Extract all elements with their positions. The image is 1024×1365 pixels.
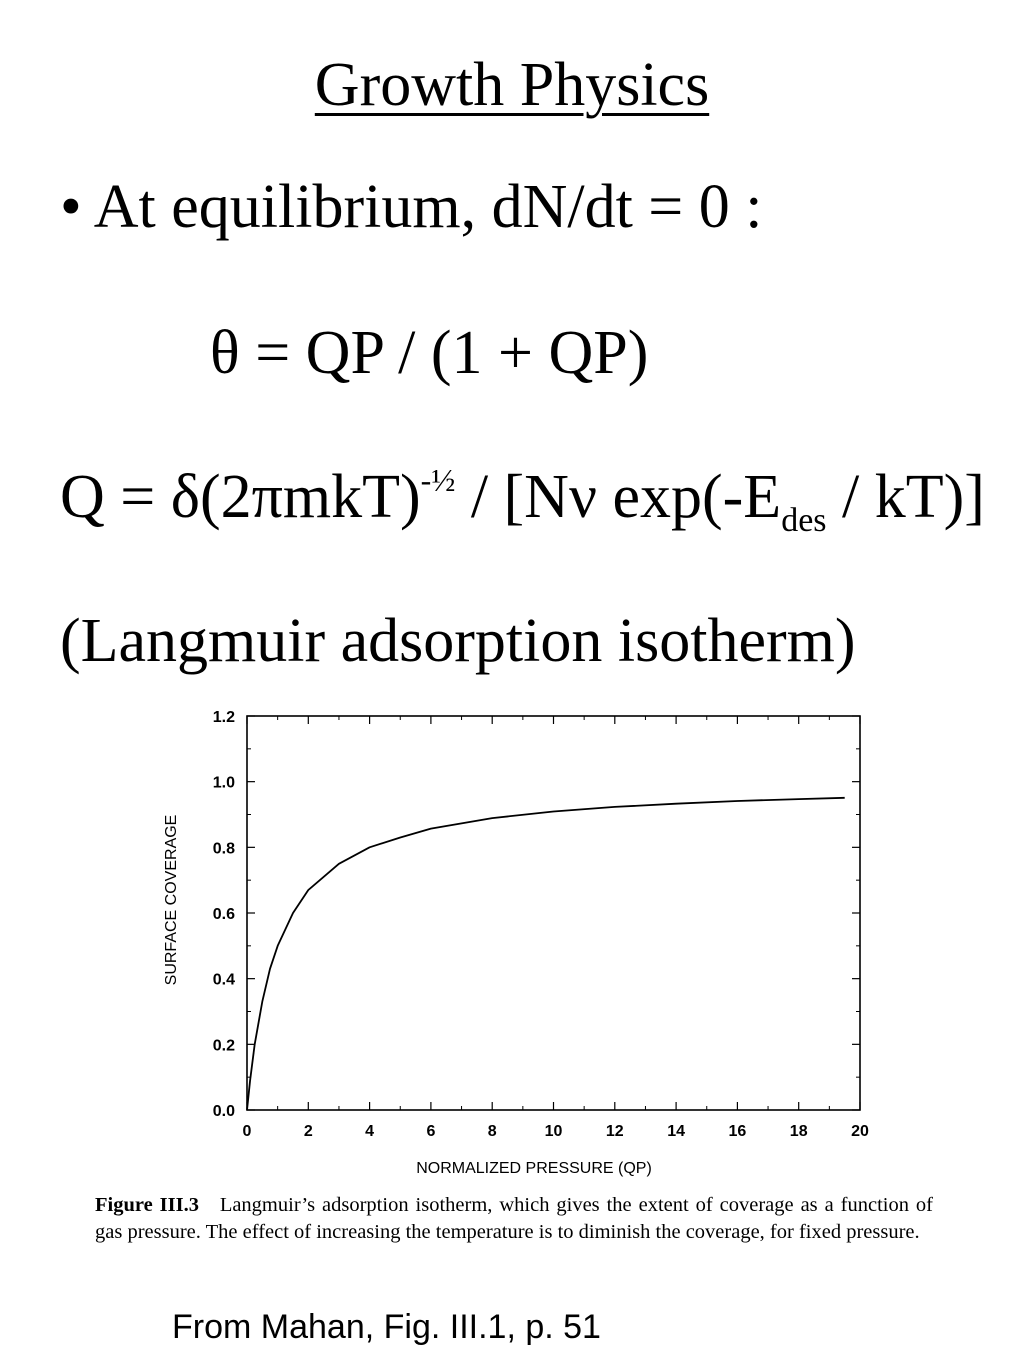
y-tick-label: 1.0: [212, 774, 235, 792]
y-tick-label: 0.0: [212, 1103, 235, 1120]
theta-equation: θ = QP / (1 + QP): [210, 319, 649, 387]
figure-caption-label: Figure III.3: [95, 1194, 199, 1216]
y-tick-label: 0.8: [212, 840, 235, 858]
x-tick-label: 20: [851, 1123, 869, 1140]
x-tick-label: 18: [789, 1123, 808, 1140]
y-axis-label: SURFACE COVERAGE: [163, 814, 180, 986]
plot-frame: [247, 716, 860, 1110]
figure-caption: [95, 1192, 933, 1246]
page-title: Growth Physics: [314, 51, 710, 119]
isotherm-label: (Langmuir adsorption isotherm): [60, 607, 856, 675]
x-tick-label: 6: [426, 1123, 436, 1140]
y-tick-label: 0.6: [212, 906, 235, 923]
q-equation-prefix: Q = δ(2πmkT): [60, 463, 421, 531]
source-citation: From Mahan, Fig. III.1, p. 51: [172, 1308, 601, 1346]
coverage-curve: [247, 798, 845, 1110]
x-tick-label: 0: [242, 1123, 252, 1140]
q-equation-suffix: / kT)]: [826, 463, 985, 531]
figure-caption-text: Langmuir’s adsorption isotherm, which gives the extent of coverage as a function of gas pressure. The effect of increasing the temperature is to diminish the coverage, for fixed pressure.: [95, 1194, 933, 1243]
equilibrium-bullet: • At equilibrium, dN/dt = 0 :: [60, 173, 763, 241]
x-tick-label: 10: [544, 1123, 563, 1140]
x-tick-label: 8: [487, 1123, 497, 1140]
x-tick-label: 12: [605, 1123, 624, 1140]
q-equation-middle: / [Nν exp(-E: [455, 463, 782, 531]
x-axis-label: NORMALIZED PRESSURE (QP): [416, 1160, 652, 1177]
y-tick-label: 1.2: [212, 709, 235, 726]
y-tick-label: 0.4: [212, 971, 235, 989]
q-equation-exponent: -½: [420, 462, 456, 498]
y-tick-label: 0.2: [212, 1037, 235, 1055]
x-tick-label: 14: [667, 1123, 685, 1140]
x-tick-label: 4: [365, 1123, 375, 1140]
isotherm-chart: [140, 690, 900, 1190]
x-tick-label: 16: [728, 1123, 747, 1140]
q-equation: [60, 462, 985, 540]
x-tick-label: 2: [303, 1123, 313, 1140]
q-equation-subscript: des: [781, 502, 827, 539]
